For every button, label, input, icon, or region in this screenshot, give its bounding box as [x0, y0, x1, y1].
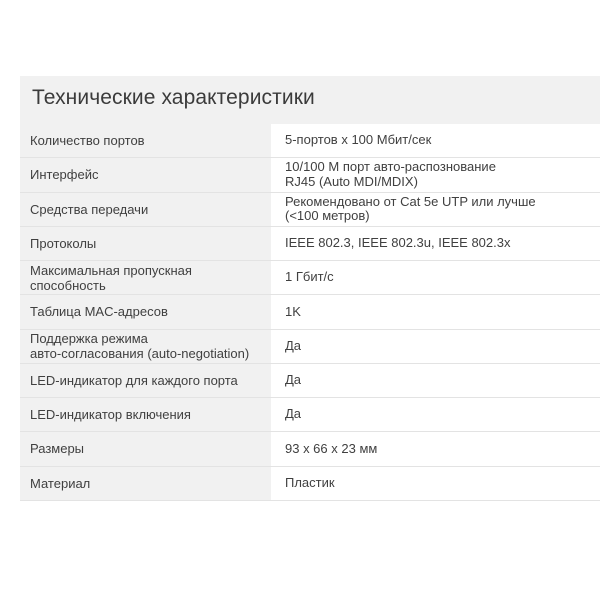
- spec-value: 93 x 66 x 23 мм: [285, 440, 378, 456]
- spec-label: Поддержка режима авто-согласования (auto-negotiation): [30, 331, 250, 362]
- spec-label: Протоколы: [30, 235, 97, 251]
- spec-row-material: [20, 467, 600, 501]
- spec-row-throughput: [20, 261, 600, 295]
- spec-label: Максимальная пропускная способность: [30, 262, 192, 293]
- spec-value: Да: [285, 372, 302, 388]
- spec-value: 10/100 М порт авто-распознование RJ45 (Auto MDI/MDIX): [285, 159, 496, 189]
- spec-label: Интерфейс: [30, 167, 99, 183]
- spec-value: Да: [285, 337, 302, 353]
- spec-row-media: [20, 193, 600, 227]
- spec-row-dimensions: [20, 432, 600, 466]
- spec-label: LED-индикатор для каждого порта: [30, 372, 238, 388]
- spec-label: Таблица MAC-адресов: [30, 304, 168, 320]
- spec-row-auto-negotiation: [20, 330, 600, 364]
- spec-label: Размеры: [30, 441, 85, 457]
- spec-label: Количество портов: [30, 133, 145, 149]
- spec-value: 1 Гбит/с: [285, 269, 334, 285]
- spec-value: Да: [285, 406, 302, 422]
- spec-row-interface: [20, 158, 600, 192]
- spec-value: 1K: [285, 303, 301, 319]
- spec-value: 5-портов x 100 Мбит/сек: [285, 132, 432, 148]
- page-title: Технические характеристики: [32, 86, 315, 109]
- spec-row-power-led: [20, 398, 600, 432]
- spec-row-protocols: [20, 227, 600, 261]
- spec-label: Средства передачи: [30, 201, 149, 217]
- spec-label: Материал: [30, 475, 91, 491]
- spec-value: Пластик: [285, 474, 335, 490]
- spec-row-ports: [20, 124, 600, 158]
- spec-row-mac-table: [20, 295, 600, 329]
- spec-label: LED-индикатор включения: [30, 407, 191, 423]
- spec-row-port-led: [20, 364, 600, 398]
- spec-value: IEEE 802.3, IEEE 802.3u, IEEE 802.3x: [285, 235, 511, 251]
- spec-value: Рекомендовано от Cat 5e UTP или лучше (<100 метров): [285, 193, 536, 224]
- spec-table: [20, 124, 600, 501]
- spec-header: [20, 76, 600, 124]
